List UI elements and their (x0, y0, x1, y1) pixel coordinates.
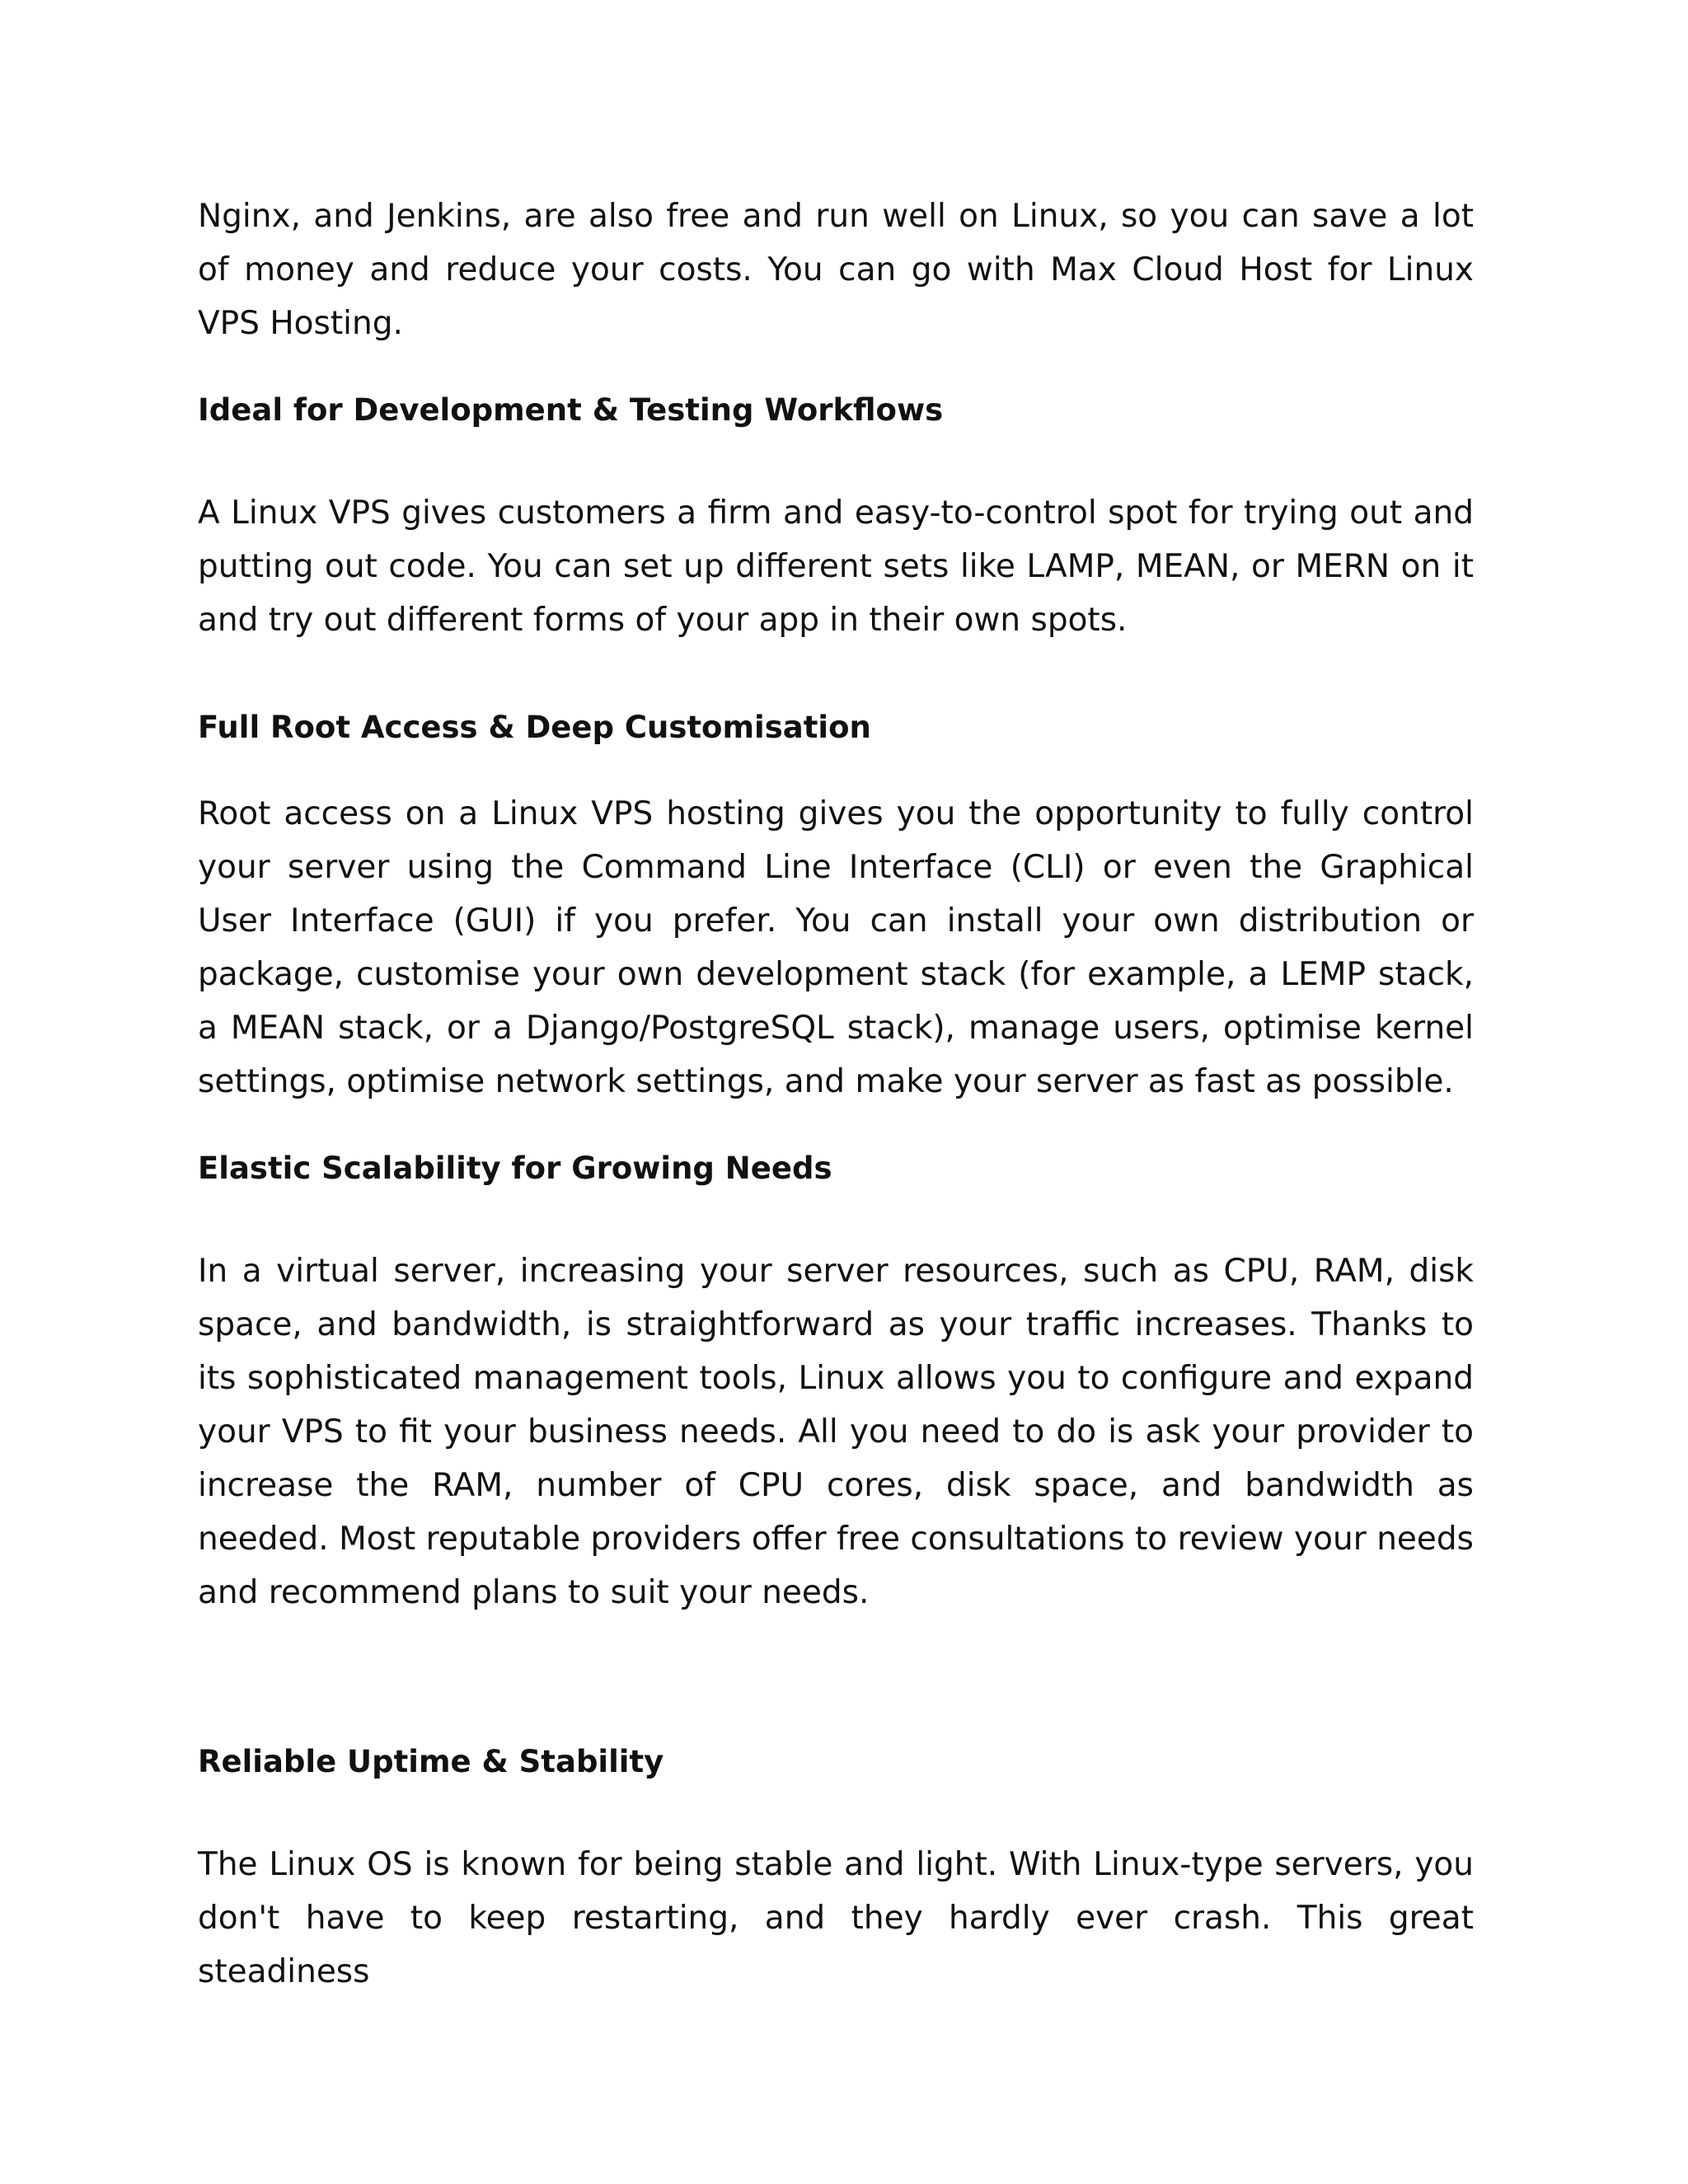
paragraph-scalability: In a virtual server, increasing your server resources, such as CPU, RAM, disk space, and bandwidth, is straightforward as your traffic increases. Thanks to its sophisticated management tools, Linux allows you to configure and expand your VPS to fit your business needs. All you need to do is ask your provider to increase the RAM, number of CPU cores, disk space, and bandwidth as needed. Most reputable providers offer free consultations to review your needs and recommend plans to suit your needs. (198, 1253, 1474, 1611)
paragraph-root-access: Root access on a Linux VPS hosting gives you the opportunity to fully control your server using the Command Line Interface (CLI) or even the Graphical User Interface (GUI) if you prefer. You can install your own distribution or package, customise your own development stack (for example, a LEMP stack, a MEAN stack, or a Django/PostgreSQL stack), manage users, optimise kernel settings, optimise network settings, and make your server as fast as possible. (198, 795, 1474, 1100)
intro-paragraph: Nginx, and Jenkins, are also free and run well on Linux, so you can save a lot of money and reduce your costs. You can go with Max Cloud Host for Linux VPS Hosting. (198, 198, 1474, 342)
paragraph-development-testing: A Linux VPS gives customers a firm and easy-to-control spot for trying out and putting out code. You can set up different sets like LAMP, MEAN, or MERN on it and try out different forms of your app in their own spots. (198, 494, 1474, 639)
document-content (198, 190, 1474, 1999)
heading-scalability: Elastic Scalability for Growing Needs (198, 1151, 832, 1186)
heading-root-access: Full Root Access & Deep Customisation (198, 710, 871, 745)
heading-uptime-stability: Reliable Uptime & Stability (198, 1744, 664, 1779)
heading-development-testing: Ideal for Development & Testing Workflows (198, 392, 944, 428)
paragraph-uptime-stability: The Linux OS is known for being stable and light. With Linux-type servers, you don't have to keep restarting, and they hardly ever crash. This great steadiness (198, 1846, 1474, 1990)
